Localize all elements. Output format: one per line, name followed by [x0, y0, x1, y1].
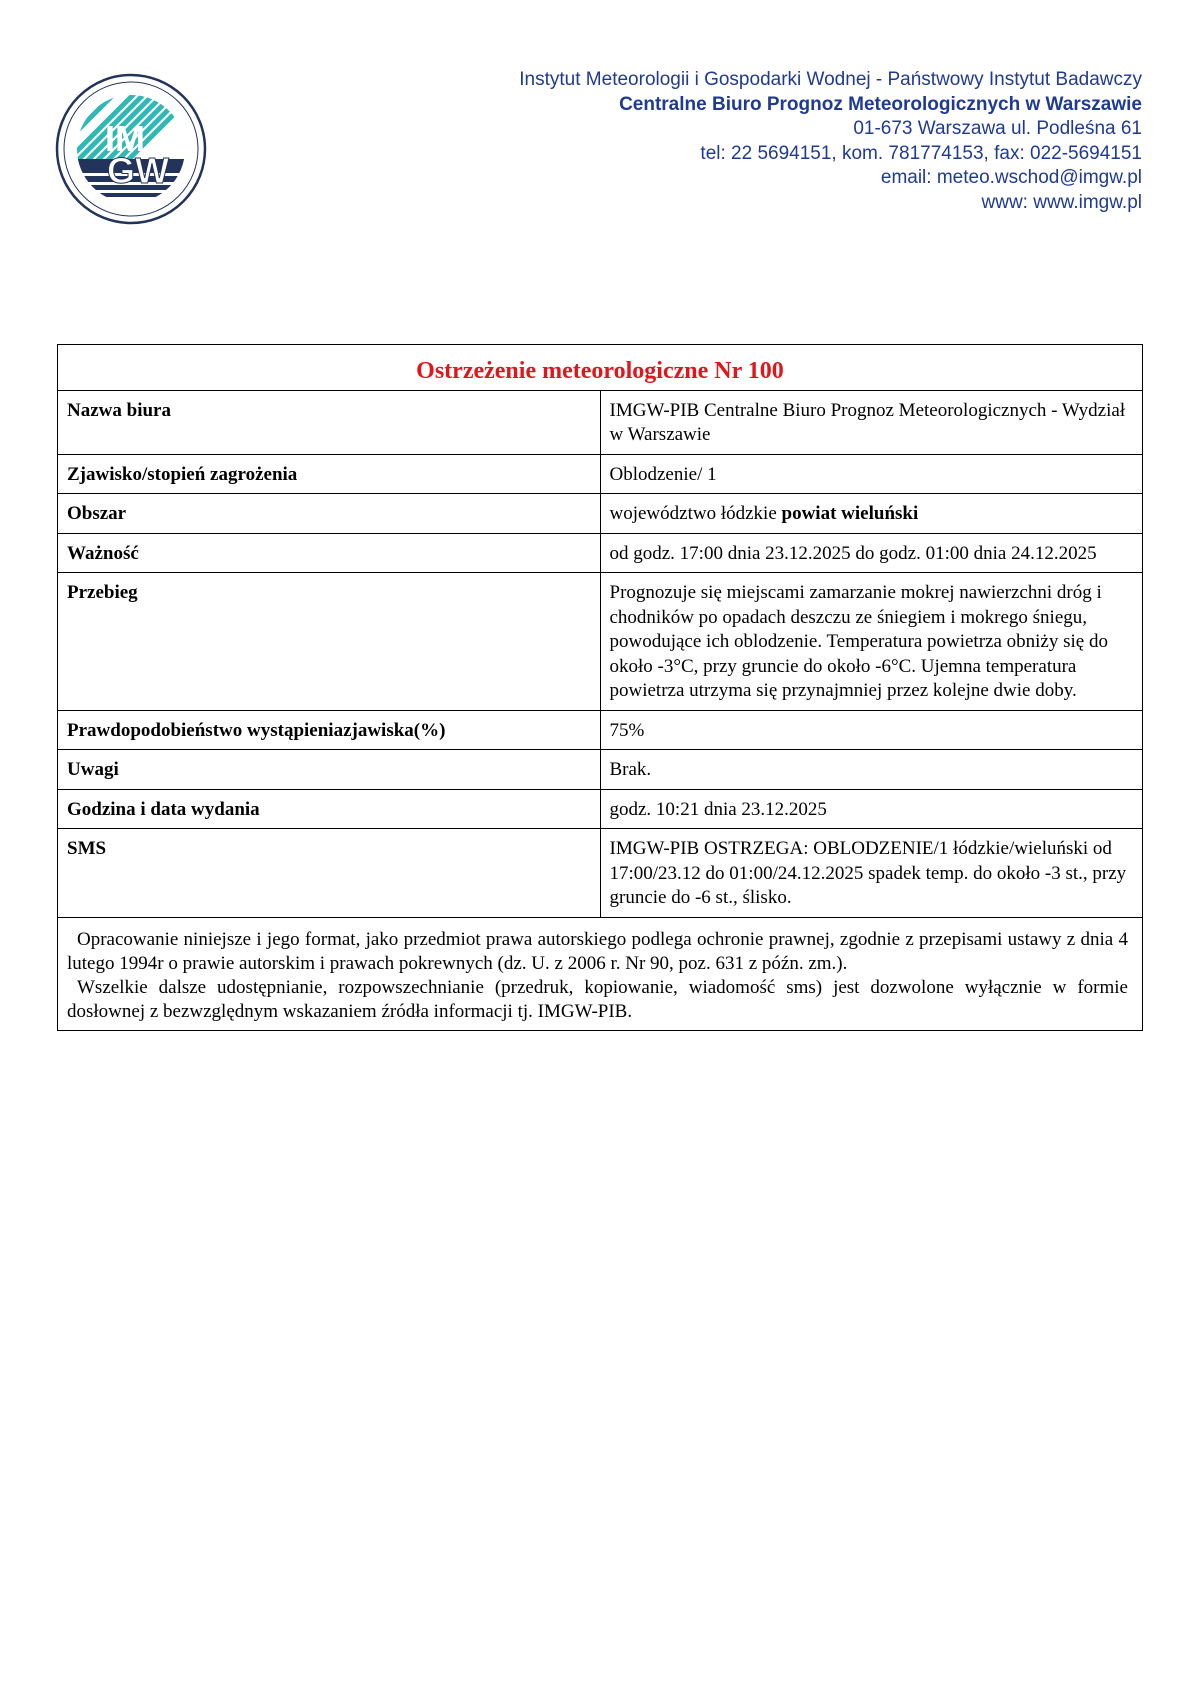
table-row: [58, 454, 1143, 494]
row-label: Nazwa biura: [58, 390, 601, 454]
copyright-paragraph: Opracowanie niniejsze i jego format, jako przedmiot prawa autorskiego podlega ochronie prawnej, zgodnie z przepisami ustawy z dnia 4 lutego 1994r o prawie autorskim i prawach pokrewnych (dz. U. z 2006 r. Nr 90, poz. 631 z późn. zm.).: [67, 928, 1128, 974]
row-value: Prognozuje się miejscami zamarzanie mokrej nawierzchni dróg i chodników po opadach deszczu ze śniegiem i mokrego śniegu, powodujące ich oblodzenie. Temperatura powietrza obniży się do około -3°C, przy gruncie do około -6°C. Ujemna temperatura powietrza utrzyma się przynajmniej przez kolejne dwie doby.: [600, 573, 1143, 711]
table-row: [58, 494, 1143, 534]
row-label: Obszar: [58, 494, 601, 534]
row-label: Prawdopodobieństwo wystąpieniazjawiska(%): [58, 710, 601, 750]
table-row: [58, 533, 1143, 573]
table-row: [58, 573, 1143, 711]
header-phone: tel: 22 5694151, kom. 781774153, fax: 022-5694151: [700, 142, 1142, 164]
copyright-notice: [58, 917, 1143, 1030]
distribution-paragraph: Wszelkie dalsze udostępnianie, rozpowszechnianie (przedruk, kopiowanie, wiadomość sms) jest dozwolone wyłącznie w formie dosłownej z bezwzględnym wskazaniem źródła informacji tj. IMGW-PIB.: [67, 976, 1128, 1022]
row-label: Ważność: [58, 533, 601, 573]
header-website[interactable]: www: www.imgw.pl: [981, 191, 1142, 213]
logo-letters-top: IM: [105, 118, 145, 159]
row-value: 75%: [600, 710, 1143, 750]
table-row: [58, 789, 1143, 829]
row-label: Godzina i data wydania: [58, 789, 601, 829]
warning-title: Ostrzeżenie meteorologiczne Nr 100: [58, 345, 1143, 391]
logo-letters-bottom: GW: [107, 150, 169, 191]
table-row: [58, 750, 1143, 790]
table-row: [58, 710, 1143, 750]
row-label: SMS: [58, 829, 601, 918]
imgw-logo-icon: [55, 73, 207, 225]
row-value: [600, 494, 1143, 534]
row-value: od godz. 17:00 dnia 23.12.2025 do godz. 01:00 dnia 24.12.2025: [600, 533, 1143, 573]
row-value: godz. 10:21 dnia 23.12.2025: [600, 789, 1143, 829]
header-email[interactable]: email: meteo.wschod@imgw.pl: [880, 167, 1142, 188]
header-institute-name: Instytut Meteorologii i Gospodarki Wodnej - Państwowy Instytut Badawczy: [519, 69, 1142, 90]
institute-header: [519, 68, 1142, 215]
warning-table: [57, 344, 1143, 1031]
table-row: [58, 390, 1143, 454]
row-value: Oblodzenie/ 1: [600, 454, 1143, 494]
row-label: Przebieg: [58, 573, 601, 711]
row-label: Zjawisko/stopień zagrożenia: [58, 454, 601, 494]
table-row: [58, 829, 1143, 918]
header-address: 01-673 Warszawa ul. Podleśna 61: [853, 118, 1142, 139]
row-value: IMGW-PIB OSTRZEGA: OBLODZENIE/1 łódzkie/wieluński od 17:00/23.12 do 01:00/24.12.2025 spadek temp. do około -3 st., przy gruncie do -6 st., ślisko.: [600, 829, 1143, 918]
row-value: IMGW-PIB Centralne Biuro Prognoz Meteorologicznych - Wydział w Warszawie: [600, 390, 1143, 454]
header-bureau-name: Centralne Biuro Prognoz Meteorologicznych w Warszawie: [619, 93, 1142, 115]
area-county: powiat wieluński: [781, 503, 919, 524]
row-label: Uwagi: [58, 750, 601, 790]
row-value: Brak.: [600, 750, 1143, 790]
area-voivodeship: województwo łódzkie: [609, 503, 782, 524]
